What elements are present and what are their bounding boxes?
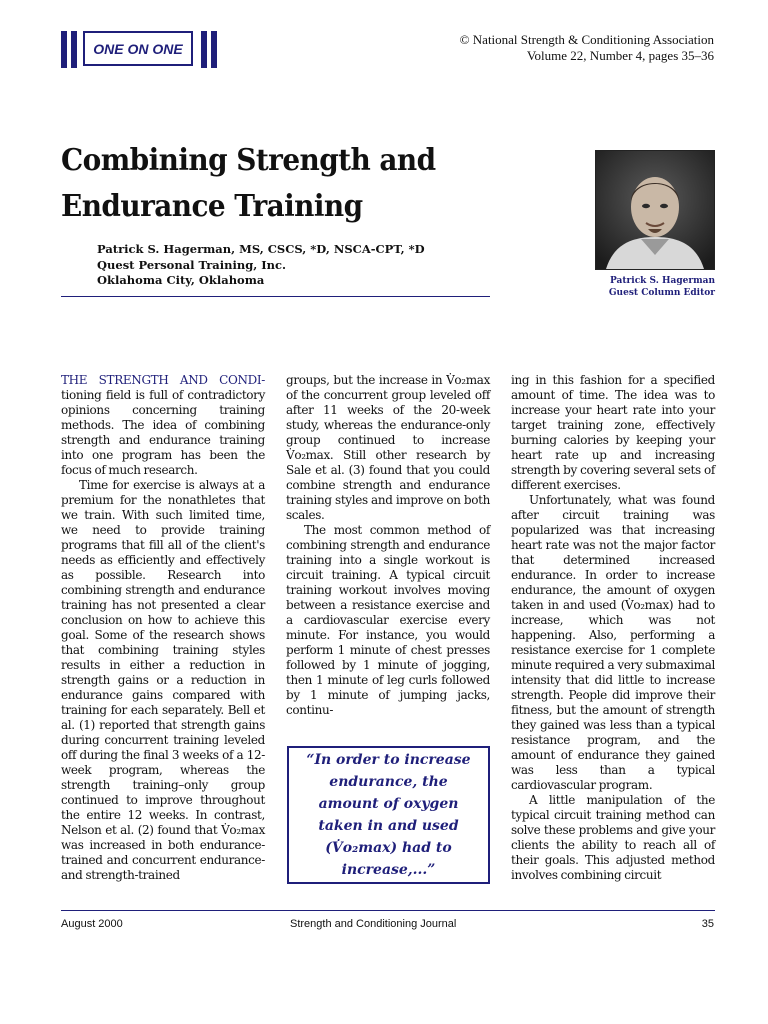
author-city: Oklahoma City, Oklahoma xyxy=(97,273,265,287)
article-title xyxy=(61,138,498,230)
author-name: Patrick S. Hagerman, MS, CSCS, *D, NSCA-CPT, *D xyxy=(97,242,425,256)
paragraph: A little manipulation of the typical circuit training method can solve these problems and give your clients the ability to reach all of their goals. This adjusted method involves combining circuit xyxy=(511,793,715,882)
volume-line: Volume 22, Number 4, pages 35–36 xyxy=(526,48,714,63)
caption-name: Patrick S. Hagerman xyxy=(610,276,715,286)
paragraph: Unfortunately, what was found after circuit training was popularized was that increasing heart rate was not the major factor that determined increased endurance. In order to increase endurance, the amount of oxygen taken in and used (V̇o₂max) had to increase, which was not happening. Also, performing a resistance exercise for 1 complete minute required a very submaximal intensity that did little to increase strength. People did improve their fitness, but the amount of strength they gained was less than a typical resistance program, and the amount of endurance they gained was less than a typical cardiovascular program. xyxy=(511,493,715,792)
badge-bar-right-2 xyxy=(211,31,217,68)
paragraph: The most common method of combining strength and endurance training into a single workout is circuit training. A typical circuit training workout involves moving between a resistance exercise and a cardiovascular exercise every minute. For instance, you would perform 1 minute of chest presses followed by 1 minute of jogging, then 1 minute of leg curls followed by 1 minute of jumping jacks, continu- xyxy=(286,523,490,717)
caption-role: Guest Column Editor xyxy=(608,288,715,298)
paragraph-text: tioning field is full of contradictory opinions concerning training methods. The idea of combining strength and endurance training into one program has been the focus of much research. xyxy=(61,388,265,477)
footer-date: August 2000 xyxy=(61,918,123,930)
body-column-2 xyxy=(286,373,490,718)
publication-info xyxy=(460,32,714,64)
paragraph: ing in this fashion for a specified amount of time. The idea was to increase your heart rate into your target training zone, effectively burning calories by keeping your heart rate up and increasing strength by covering several sets of different exercises. xyxy=(511,373,715,492)
author-block xyxy=(97,242,425,289)
photo-caption xyxy=(560,275,715,299)
title-line-1: Combining Strength and xyxy=(61,143,436,178)
footer-journal: Strength and Conditioning Journal xyxy=(290,918,457,930)
badge-bar-left-1 xyxy=(61,31,67,68)
section-badge: ONE ON ONE xyxy=(83,31,193,66)
title-divider xyxy=(61,296,490,297)
page-number: 35 xyxy=(701,918,714,930)
author-company: Quest Personal Training, Inc. xyxy=(97,257,287,272)
title-line-2: Endurance Training xyxy=(61,189,363,224)
paragraph: groups, but the increase in V̇o₂max of the concurrent group leveled off after 11 weeks of the 20-week study, whereas the endurance-only group continued to increase V̇o₂max. Still other research by Sale et al. (3) found that you could combine strength and endurance training styles and improve on both scales. xyxy=(286,373,490,522)
paragraph xyxy=(61,373,265,478)
body-column-1 xyxy=(61,373,265,883)
lead-in: THE STRENGTH AND CONDI- xyxy=(61,373,265,387)
pull-quote xyxy=(287,746,490,884)
badge-bar-left-2 xyxy=(71,31,77,68)
pull-quote-text: “In order to increase endurance, the amount of oxygen taken in and used (V̇o₂max) had to increase,...” xyxy=(306,752,471,878)
body-column-3 xyxy=(511,373,715,883)
author-photo xyxy=(595,150,715,270)
badge-bar-right-1 xyxy=(201,31,207,68)
copyright-line: © National Strength & Conditioning Association xyxy=(459,32,714,47)
paragraph: Time for exercise is always at a premium for the nonathletes that we train. With such limited time, we need to provide training programs that fill all of the client's needs as efficiently and effectively as possible. Research into combining strength and endurance training has not presented a clear conclusion on how to achieve this goal. Some of the research shows that combining training styles results in either a reduction in strength gains or a reduction in endurance gains compared with training for each separately. Bell et al. (1) reported that strength gains during concurrent training leveled off during the final 3 weeks of a 12-week program, whereas the strength training–only group continued to improve throughout the entire 12 weeks. In contrast, Nelson et al. (2) found that V̇o₂max was increased in both endurance-trained and concurrent endurance- and strength-trained xyxy=(61,478,265,882)
footer-divider xyxy=(61,910,715,911)
